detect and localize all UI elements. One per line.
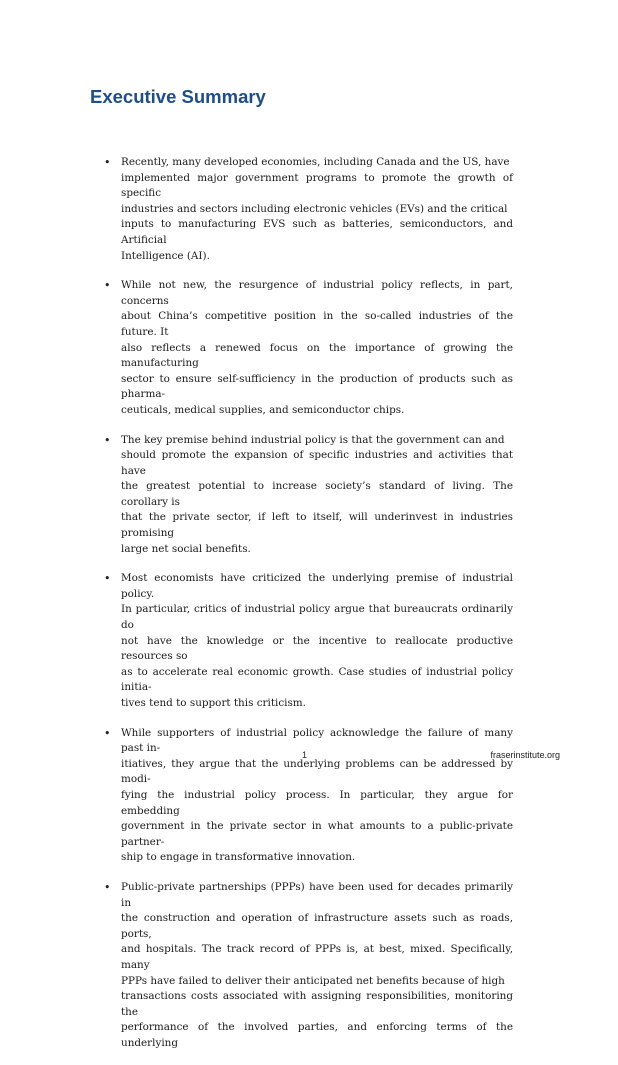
bullet-item [0, 155, 618, 264]
bullet-item [0, 880, 618, 1052]
footer-site-url: fraserinstitute.org [490, 750, 560, 760]
bullet-text: Recently, many developed economies, including Canada and the US, have implemented major government programs to promote the growth of specific industries and sectors including electronic vehicles (EVs) and the critical inputs to manufacturing EVS such as batteries, semiconductors, and Artificial Intelligence (AI). [121, 156, 513, 262]
bullet-marker: • [104, 279, 111, 293]
page-title: Executive Summary [90, 86, 266, 107]
bullet-text: Most economists have criticized the underlying premise of industrial policy. In particular, critics of industrial policy argue that bureaucrats ordinarily do not have the knowledge or the incentive to reallocate productive resources so as to accelerate real economic growth. Case studies of industrial policy initia- tives tend to support this criticism. [121, 572, 513, 709]
bullet-marker: • [104, 433, 111, 447]
bullet-marker: • [104, 726, 111, 740]
bullet-list [0, 155, 618, 1065]
page-number: 1 [302, 750, 308, 760]
bullet-marker: • [104, 156, 111, 169]
bullet-text: While supporters of industrial policy acknowledge the failure of many past in- itiatives, they argue that the underlying problems can be addressed by modi- fying the industrial policy process. In particular, they argue for embedding government in the private sector in what amounts to a public-private partner- ship to engage in transformative innovation. [121, 726, 513, 864]
bullet-text: Public-private partnerships (PPPs) have been used for decades primarily in the construction and operation of infrastructure assets such as roads, ports, and hospitals. The track record of PPPs is, at best, mixed. Specifically, many PPPs have failed to deliver their anticipated net benefits because of high transactions costs associated with assigning responsibilities, monitoring the performance of the involved parties, and enforcing terms of the underlying [121, 880, 513, 1049]
bullet-item [0, 726, 618, 866]
bullet-marker: • [104, 572, 111, 586]
bullet-marker: • [104, 880, 111, 894]
bullet-item [0, 278, 618, 418]
bullet-text: The key premise behind industrial policy is that the government can and should promote the expansion of specific industries and activities that have the greatest potential to increase society’s standard of living. The corollary is that the private sector, if left to itself, will underinvest in industries promising large net social benefits. [121, 433, 513, 555]
bullet-text: While not new, the resurgence of industrial policy reflects, in part, concerns about China’s competitive position in the so-called industries of the future. It also reflects a renewed focus on the importance of growing the manufacturing sector to ensure self-sufficiency in the production of products such as pharma- ceuticals, medical supplies, and semiconductor chips. [121, 279, 513, 416]
bullet-item [0, 571, 618, 711]
bullet-item [0, 433, 618, 558]
